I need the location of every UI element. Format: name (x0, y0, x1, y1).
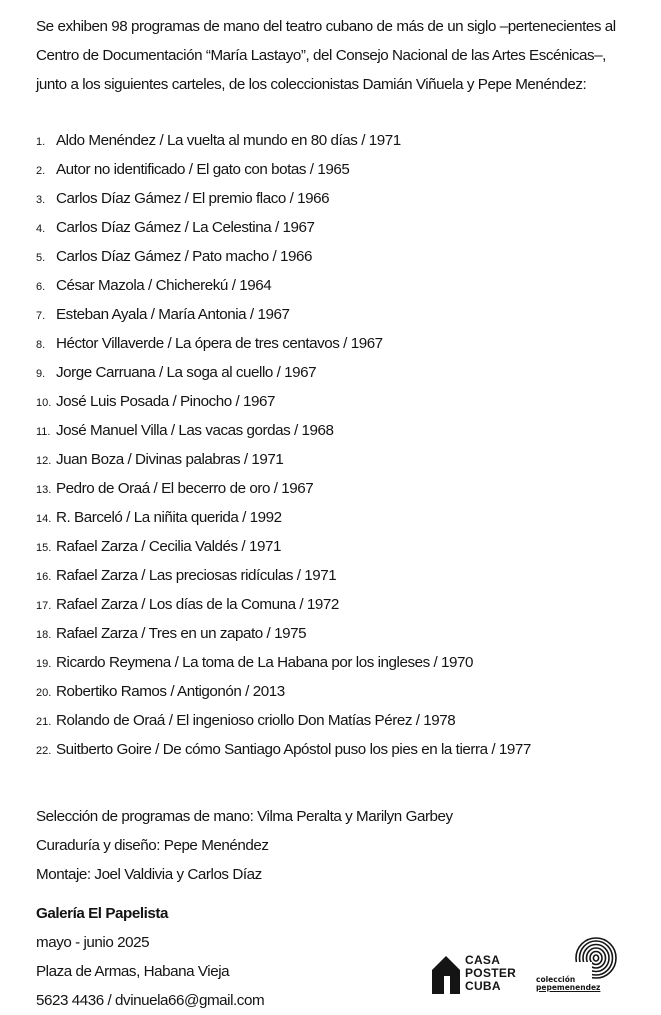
list-item (36, 213, 648, 242)
credit-curation: Curaduría y diseño: Pepe Menéndez (36, 837, 269, 854)
poster-list (36, 126, 648, 764)
coleccion-wordmark (536, 976, 600, 992)
list-item (36, 329, 648, 358)
list-item-text: Rafael Zarza / Cecilia Valdés / 1971 (56, 538, 281, 555)
venue-address: Plaza de Armas, Habana Vieja (36, 963, 230, 980)
list-item (36, 445, 648, 474)
list-item-number: 14. (36, 513, 52, 525)
list-item-text: José Manuel Villa / Las vacas gordas / 1968 (56, 422, 334, 439)
list-item-number: 21. (36, 716, 52, 728)
list-item-text: Juan Boza / Divinas palabras / 1971 (56, 451, 284, 468)
list-item-text: Pedro de Oraá / El becerro de oro / 1967 (56, 480, 314, 497)
list-item (36, 677, 648, 706)
intro-line: Centro de Documentación “María Lastayo”, del Consejo Nacional de las Artes Escénicas–, (36, 47, 606, 64)
intro-line: junto a los siguientes carteles, de los coleccionistas Damián Viñuela y Pepe Menéndez: (36, 76, 587, 93)
list-item-text: Rolando de Oraá / El ingenioso criollo Don Matías Pérez / 1978 (56, 712, 456, 729)
list-item-number: 16. (36, 571, 52, 583)
casa-poster-cuba-logo (432, 954, 522, 998)
list-item-text: Héctor Villaverde / La ópera de tres centavos / 1967 (56, 335, 383, 352)
logo-word: pepemenendez (536, 983, 601, 992)
list-item (36, 358, 648, 387)
list-item-number: 4. (36, 223, 46, 235)
list-item (36, 619, 648, 648)
sponsor-logos (432, 936, 632, 1000)
list-item-number: 8. (36, 339, 46, 351)
list-item-text: Rafael Zarza / Tres en un zapato / 1975 (56, 625, 307, 642)
list-item-number: 22. (36, 745, 52, 757)
list-item-text: Jorge Carruana / La soga al cuello / 1967 (56, 364, 317, 381)
credit-montage: Montaje: Joel Valdivia y Carlos Díaz (36, 866, 262, 883)
list-item (36, 735, 648, 764)
document-page (36, 12, 648, 1015)
list-item-number: 15. (36, 542, 52, 554)
list-item-text: Aldo Menéndez / La vuelta al mundo en 80 días / 1971 (56, 132, 401, 149)
logo-word: POSTER (465, 966, 517, 980)
list-item-number: 3. (36, 194, 46, 206)
venue-dates: mayo - junio 2025 (36, 934, 150, 951)
logo-word: colección (536, 975, 576, 984)
list-item (36, 503, 648, 532)
list-item (36, 532, 648, 561)
list-item-text: Rafael Zarza / Las preciosas ridículas / 1971 (56, 567, 337, 584)
list-item-number: 9. (36, 368, 46, 380)
venue-contact: 5623 4436 / dvinuela66@gmail.com (36, 992, 265, 1009)
intro-paragraph (36, 12, 648, 99)
coleccion-pepemenendez-logo (536, 936, 626, 1000)
list-item (36, 300, 648, 329)
list-item-number: 19. (36, 658, 52, 670)
list-item (36, 242, 648, 271)
casa-poster-cuba-wordmark (465, 954, 516, 993)
list-item-text: César Mazola / Chicherekú / 1964 (56, 277, 272, 294)
list-item-text: R. Barceló / La niñita querida / 1992 (56, 509, 282, 526)
list-item-text: Carlos Díaz Gámez / La Celestina / 1967 (56, 219, 315, 236)
list-item-number: 6. (36, 281, 46, 293)
list-item (36, 126, 648, 155)
list-item (36, 184, 648, 213)
list-item-number: 2. (36, 165, 46, 177)
list-item-text: Carlos Díaz Gámez / Pato macho / 1966 (56, 248, 313, 265)
list-item-text: Robertiko Ramos / Antigonón / 2013 (56, 683, 285, 700)
list-item (36, 416, 648, 445)
house-icon (432, 954, 460, 994)
list-item-text: Carlos Díaz Gámez / El premio flaco / 1966 (56, 190, 330, 207)
list-item-text: Esteban Ayala / María Antonia / 1967 (56, 306, 290, 323)
list-item-number: 5. (36, 252, 46, 264)
list-item-number: 17. (36, 600, 52, 612)
list-item (36, 561, 648, 590)
list-item-text: José Luis Posada / Pinocho / 1967 (56, 393, 276, 410)
list-item (36, 155, 648, 184)
list-item (36, 387, 648, 416)
list-item-number: 11. (36, 426, 51, 438)
venue-name: Galería El Papelista (36, 905, 168, 922)
list-item-text: Suitberto Goire / De cómo Santiago Apóstol puso los pies en la tierra / 1977 (56, 741, 531, 758)
list-item (36, 706, 648, 735)
list-item-number: 20. (36, 687, 52, 699)
list-item (36, 590, 648, 619)
credits (36, 802, 648, 889)
list-item-text: Ricardo Reymena / La toma de La Habana por los ingleses / 1970 (56, 654, 474, 671)
credit-selection: Selección de programas de mano: Vilma Peralta y Marilyn Garbey (36, 808, 453, 825)
intro-line: Se exhiben 98 programas de mano del teatro cubano de más de un siglo –pertenecientes al (36, 18, 616, 35)
list-item (36, 271, 648, 300)
list-item-number: 12. (36, 455, 52, 467)
logo-word: CASA (465, 953, 501, 967)
list-item-text: Autor no identificado / El gato con botas / 1965 (56, 161, 350, 178)
list-item-text: Rafael Zarza / Los días de la Comuna / 1972 (56, 596, 339, 613)
list-item-number: 18. (36, 629, 52, 641)
list-item (36, 474, 648, 503)
fingerprint-icon (574, 936, 618, 980)
logo-word: CUBA (465, 979, 501, 993)
list-item-number: 10. (36, 397, 52, 409)
list-item-number: 13. (36, 484, 52, 496)
list-item-number: 7. (36, 310, 46, 322)
list-item (36, 648, 648, 677)
list-item-number: 1. (36, 136, 46, 148)
